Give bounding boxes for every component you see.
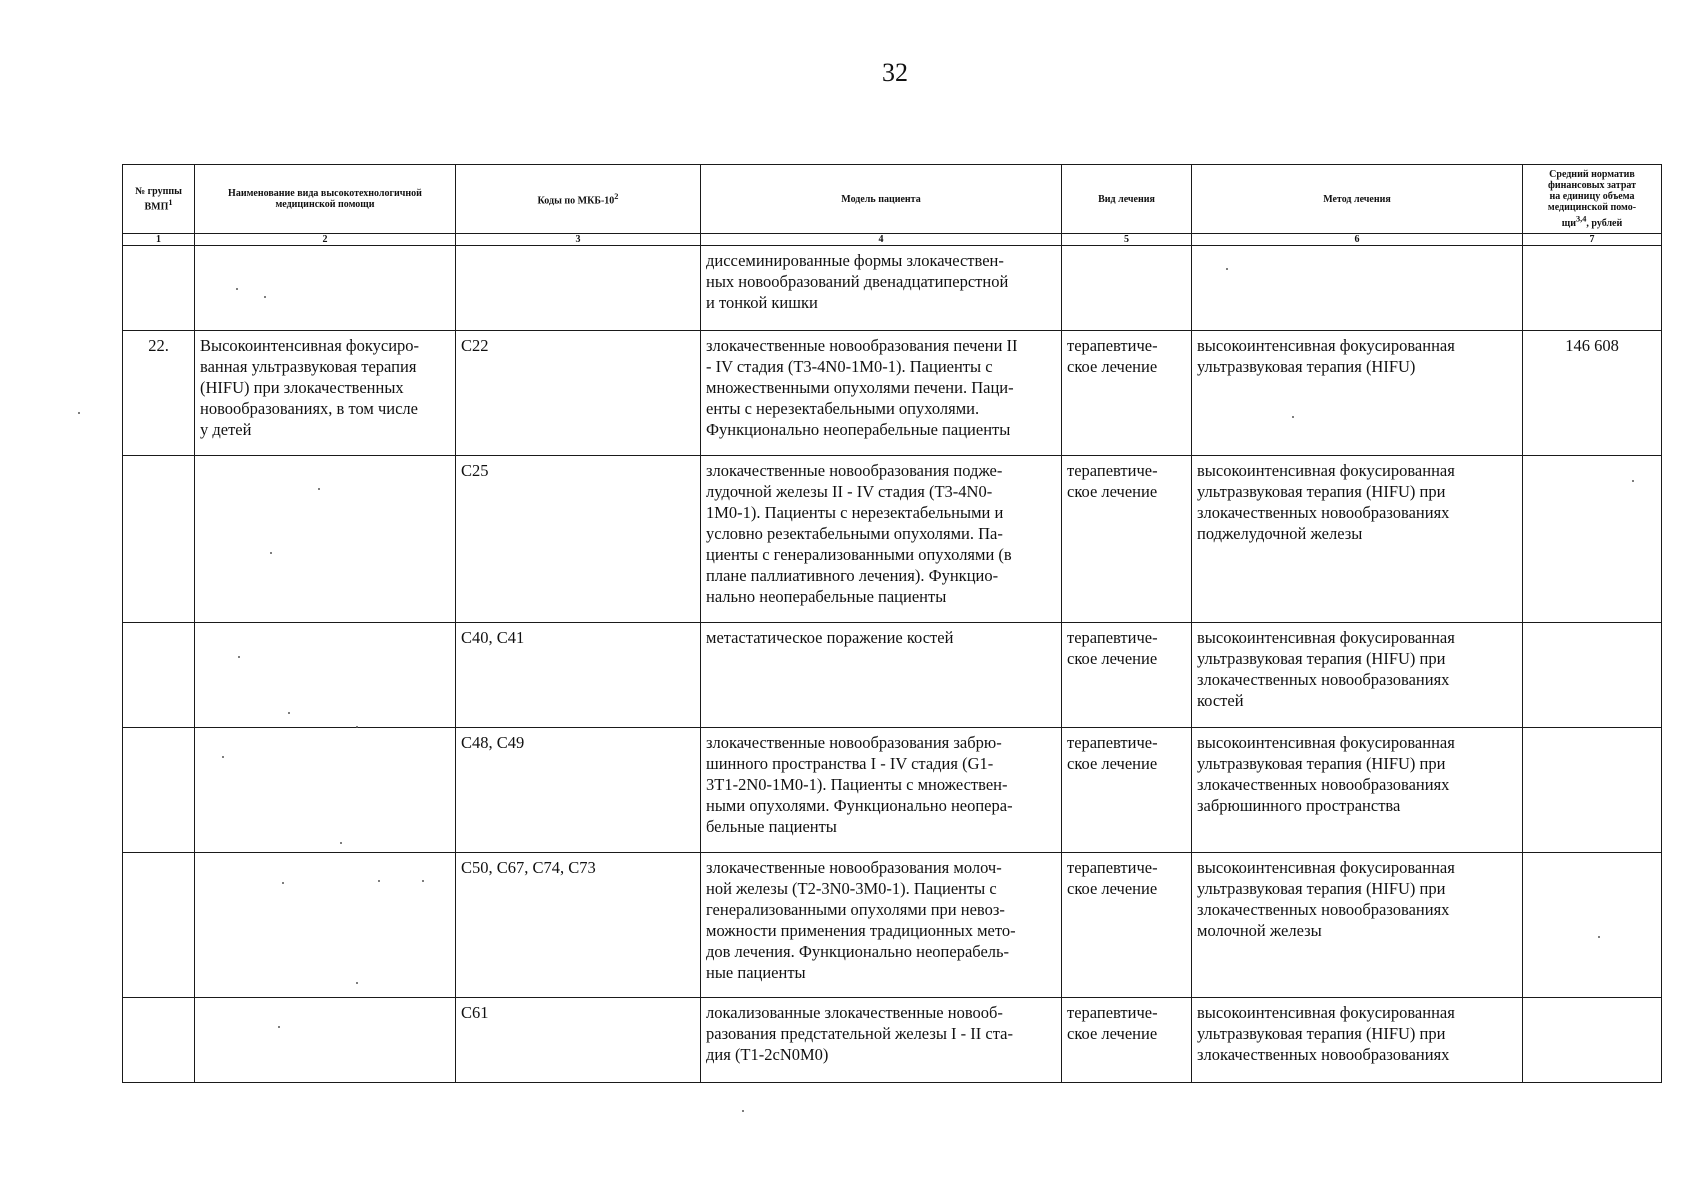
cell-line: злокачественных новообразованиях [1197, 670, 1450, 689]
care-type-cell [195, 246, 456, 331]
scan-speck [78, 412, 80, 414]
care-type-cell [195, 331, 456, 456]
table-row [123, 728, 1662, 853]
group-number-cell [123, 998, 195, 1083]
cell-line: злокачественных новообразованиях [1197, 775, 1450, 794]
cell-line: ванная ультразвуковая терапия [200, 357, 417, 376]
cell-line: дия (T1-2cN0M0) [706, 1045, 829, 1064]
scan-speck [340, 842, 342, 844]
patient-model-cell [701, 246, 1062, 331]
column-number: 1 [123, 234, 195, 246]
cell-line: шинного пространства I - IV стадия (G1- [706, 754, 994, 773]
group-number-cell [123, 623, 195, 728]
header-treatment-method: Метод лечения [1192, 165, 1523, 234]
treatment-method-cell [1192, 456, 1523, 623]
cell-line: плане паллиативного лечения). Функцио- [706, 566, 999, 585]
icd-codes-cell: C22 [456, 331, 701, 456]
header-row [123, 165, 1662, 234]
cell-line: условно резектабельными опухолями. Па- [706, 524, 1003, 543]
cell-line: ной железы (T2-3N0-3M0-1). Пациенты с [706, 879, 997, 898]
column-number: 7 [1523, 234, 1662, 246]
cell-line: высокоинтенсивная фокусированная [1197, 336, 1455, 355]
cell-line: молочной железы [1197, 921, 1322, 940]
scan-speck [282, 882, 284, 884]
cell-line: ское лечение [1067, 482, 1158, 501]
cell-line: злокачественных новообразованиях [1197, 900, 1450, 919]
cell-line: Функционально неоперабельные пациенты [706, 420, 1011, 439]
cell-line: злокачественные новообразования подже- [706, 461, 1003, 480]
treatment-type-cell [1062, 728, 1192, 853]
average-cost-cell [1523, 998, 1662, 1083]
cell-line: - IV стадия (T3-4N0-1M0-1). Пациенты с [706, 357, 993, 376]
cell-line: терапевтиче- [1067, 336, 1158, 355]
header-care-type: Наименование вида высокотехнологичной медицинской помощи [195, 165, 456, 234]
patient-model-cell [701, 728, 1062, 853]
cell-line: ультразвуковая терапия (HIFU) при [1197, 879, 1446, 898]
treatment-type-cell [1062, 331, 1192, 456]
cell-line: забрюшинного пространства [1197, 796, 1401, 815]
cell-line: (HIFU) при злокачественных [200, 378, 404, 397]
average-cost-cell [1523, 246, 1662, 331]
header-average-cost: Средний норматив финансовых затрат на единицу объема медицинской помо- щи$^{3,4}$, рублей [1523, 165, 1662, 234]
cell-line: злокачественных новообразованиях [1197, 503, 1450, 522]
patient-model-cell [701, 853, 1062, 998]
scan-speck [270, 552, 272, 554]
cell-line: высокоинтенсивная фокусированная [1197, 733, 1455, 752]
care-type-cell [195, 456, 456, 623]
group-number-cell [123, 853, 195, 998]
cell-line: локализованные злокачественные новооб- [706, 1003, 1003, 1022]
cell-line: терапевтиче- [1067, 858, 1158, 877]
cell-line: ных новообразований двенадцатиперстной [706, 272, 1009, 291]
treatment-type-cell [1062, 853, 1192, 998]
treatment-method-cell [1192, 853, 1523, 998]
scan-speck [742, 1110, 744, 1112]
column-number-row [123, 234, 1662, 246]
cell-line: ные пациенты [706, 963, 806, 982]
treatment-method-cell [1192, 998, 1523, 1083]
table-row [123, 456, 1662, 623]
cell-line: ультразвуковая терапия (HIFU) при [1197, 649, 1446, 668]
cell-line: ское лечение [1067, 1024, 1158, 1043]
average-cost-cell [1523, 623, 1662, 728]
icd-codes-cell: C50, C67, C74, C73 [456, 853, 701, 998]
cell-line: терапевтиче- [1067, 628, 1158, 647]
cell-line: у детей [200, 420, 252, 439]
cell-line: разования предстательной железы I - II ста- [706, 1024, 1013, 1043]
group-number-cell [123, 728, 195, 853]
treatment-type-cell [1062, 246, 1192, 331]
patient-model-cell [701, 998, 1062, 1083]
care-type-cell [195, 623, 456, 728]
cell-line: ское лечение [1067, 357, 1158, 376]
group-number-cell: 22. [123, 331, 195, 456]
patient-model-cell [701, 331, 1062, 456]
patient-model-cell [701, 456, 1062, 623]
group-number-cell [123, 246, 195, 331]
table-row [123, 331, 1662, 456]
cell-line: дов лечения. Функционально неоперабель- [706, 942, 1010, 961]
cell-line: 3T1-2N0-1M0-1). Пациенты с множествен- [706, 775, 1008, 794]
table-row [123, 246, 1662, 331]
treatment-method-cell [1192, 728, 1523, 853]
cell-line: ультразвуковая терапия (HIFU) при [1197, 754, 1446, 773]
scan-speck [278, 1026, 280, 1028]
header-patient-model: Модель пациента [701, 165, 1062, 234]
average-cost-cell [1523, 728, 1662, 853]
header-group-number: № группы ВМП$^1$ [123, 165, 195, 234]
cell-line: поджелудочной железы [1197, 524, 1363, 543]
cell-line: терапевтиче- [1067, 733, 1158, 752]
scan-speck [236, 288, 238, 290]
scan-speck [238, 656, 240, 658]
group-number-cell [123, 456, 195, 623]
icd-codes-cell: C61 [456, 998, 701, 1083]
cell-line: енты с нерезектабельными опухолями. [706, 399, 980, 418]
scan-speck [288, 712, 290, 714]
cell-line: и тонкой кишки [706, 293, 818, 312]
cell-line: ское лечение [1067, 879, 1158, 898]
cell-line: метастатическое поражение костей [706, 628, 954, 647]
cell-line: лудочной железы II - IV стадия (T3-4N0- [706, 482, 993, 501]
treatment-method-cell [1192, 331, 1523, 456]
table-row [123, 623, 1662, 728]
scan-speck [222, 756, 224, 758]
cell-line: ское лечение [1067, 754, 1158, 773]
care-type-cell [195, 998, 456, 1083]
cell-line: ультразвуковая терапия (HIFU) при [1197, 482, 1446, 501]
cell-line: злокачественные новообразования печени II [706, 336, 1018, 355]
scan-speck [422, 880, 424, 882]
average-cost-cell [1523, 853, 1662, 998]
scan-speck [318, 488, 320, 490]
cell-line: высокоинтенсивная фокусированная [1197, 858, 1455, 877]
cell-line: циенты с генерализованными опухолями (в [706, 545, 1012, 564]
cell-line: можности применения традиционных мето- [706, 921, 1016, 940]
patient-model-cell [701, 623, 1062, 728]
cell-line: ультразвуковая терапия (HIFU) [1197, 357, 1416, 376]
page-number: 32 [882, 58, 908, 87]
cell-line: ское лечение [1067, 649, 1158, 668]
cell-line: бельные пациенты [706, 817, 837, 836]
scan-speck [1226, 268, 1228, 270]
scan-speck [356, 726, 358, 728]
icd-codes-cell: C48, C49 [456, 728, 701, 853]
cell-line: костей [1197, 691, 1244, 710]
cell-line: генерализованными опухолями при невоз- [706, 900, 1005, 919]
scan-speck [1632, 480, 1634, 482]
treatment-type-cell [1062, 456, 1192, 623]
table-row [123, 998, 1662, 1083]
treatment-method-cell [1192, 623, 1523, 728]
average-cost-cell [1523, 456, 1662, 623]
table-row [123, 853, 1662, 998]
scan-speck [264, 296, 266, 298]
cell-line: диссеминированные формы злокачествен- [706, 251, 1004, 270]
cell-line: злокачественных новообразованиях [1197, 1045, 1450, 1064]
scan-speck [356, 982, 358, 984]
cell-line: новообразованиях, в том числе [200, 399, 418, 418]
cell-line: злокачественные новообразования молоч- [706, 858, 1002, 877]
icd-codes-cell: C40, C41 [456, 623, 701, 728]
cell-line: 1M0-1). Пациенты с нерезектабельными и [706, 503, 1004, 522]
average-cost-cell: 146 608 [1523, 331, 1662, 456]
cell-line: терапевтиче- [1067, 461, 1158, 480]
treatment-type-cell [1062, 998, 1192, 1083]
cell-line: высокоинтенсивная фокусированная [1197, 628, 1455, 647]
treatment-method-cell [1192, 246, 1523, 331]
column-number: 3 [456, 234, 701, 246]
icd-codes-cell: C25 [456, 456, 701, 623]
medical-care-table [122, 164, 1662, 1083]
cell-line: множественными опухолями печени. Паци- [706, 378, 1014, 397]
column-number: 4 [701, 234, 1062, 246]
scan-speck [1292, 416, 1294, 418]
column-number: 6 [1192, 234, 1523, 246]
scan-speck [1598, 936, 1600, 938]
column-number: 2 [195, 234, 456, 246]
treatment-type-cell [1062, 623, 1192, 728]
column-number: 5 [1062, 234, 1192, 246]
cell-line: нально неоперабельные пациенты [706, 587, 947, 606]
care-type-cell [195, 728, 456, 853]
icd-codes-cell [456, 246, 701, 331]
scan-speck [378, 880, 380, 882]
cell-line: злокачественные новообразования забрю- [706, 733, 1002, 752]
cell-line: терапевтиче- [1067, 1003, 1158, 1022]
header-treatment-type: Вид лечения [1062, 165, 1192, 234]
cell-line: ультразвуковая терапия (HIFU) при [1197, 1024, 1446, 1043]
cell-line: Высокоинтенсивная фокусиро- [200, 336, 420, 355]
header-icd-codes: Коды по МКБ-$10^2$ [456, 165, 701, 234]
cell-line: высокоинтенсивная фокусированная [1197, 461, 1455, 480]
care-type-cell [195, 853, 456, 998]
cell-line: ными опухолями. Функционально неопера- [706, 796, 1013, 815]
cell-line: высокоинтенсивная фокусированная [1197, 1003, 1455, 1022]
